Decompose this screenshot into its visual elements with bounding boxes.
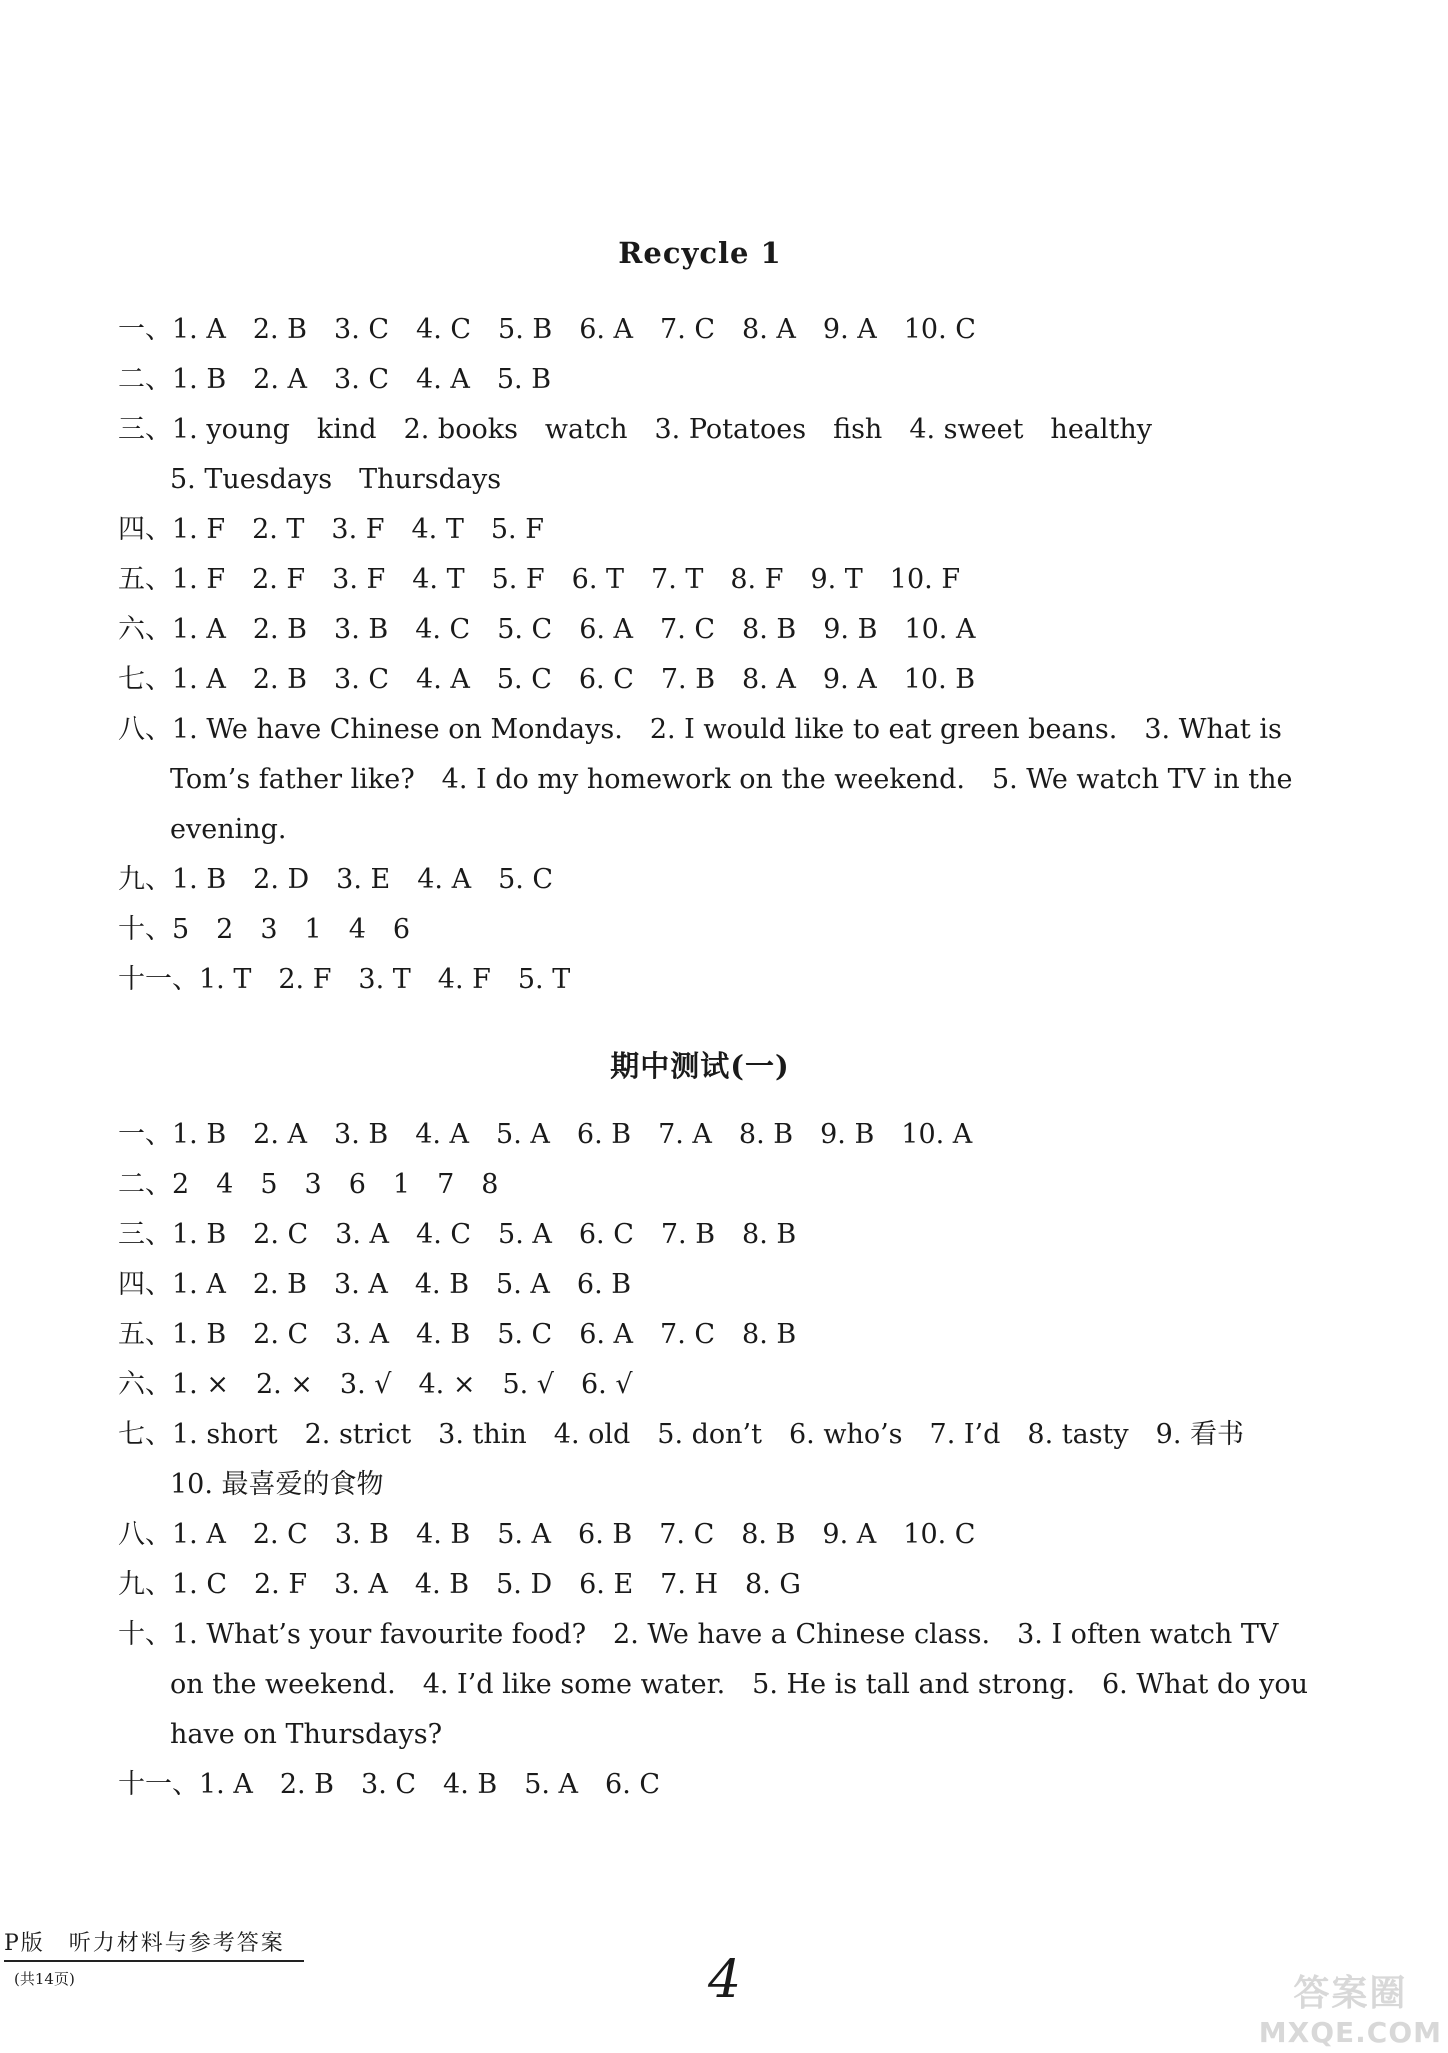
answer-line: 六、1. A 2. B 3. B 4. C 5. C 6. A 7. C 8. B 9. B 10. A xyxy=(118,614,976,645)
section-title-midterm: 期中测试(一) xyxy=(610,1049,790,1083)
answer-line-continued: have on Thursdays? xyxy=(170,1719,443,1750)
answer-line: 十一、1. A 2. B 3. C 4. B 5. A 6. C xyxy=(118,1769,661,1800)
answer-line: 二、2 4 5 3 6 1 7 8 xyxy=(118,1169,499,1200)
answer-line: 十一、1. T 2. F 3. T 4. F 5. T xyxy=(118,964,571,995)
answer-line: 九、1. B 2. D 3. E 4. A 5. C xyxy=(118,864,554,895)
answer-line: 二、1. B 2. A 3. C 4. A 5. B xyxy=(118,364,552,395)
answer-line: 五、1. B 2. C 3. A 4. B 5. C 6. A 7. C 8. B xyxy=(118,1319,797,1350)
footer-total-pages: (共14页) xyxy=(14,1970,75,1988)
watermark-bottom-text: MXQE.COM xyxy=(1258,2016,1442,2049)
answer-line: 七、1. short 2. strict 3. thin 4. old 5. don’t 6. who’s 7. I’d 8. tasty 9. 看书 xyxy=(118,1419,1244,1450)
answer-line: 三、1. B 2. C 3. A 4. C 5. A 6. C 7. B 8. B xyxy=(118,1219,797,1250)
answer-line-continued: 5. Tuesdays Thursdays xyxy=(170,464,502,495)
page-number: 4 xyxy=(708,1950,742,2010)
answer-line: 一、1. A 2. B 3. C 4. C 5. B 6. A 7. C 8. A 9. A 10. C xyxy=(118,314,976,345)
footer-edition-text: P版 听力材料与参考答案 xyxy=(4,1931,285,1956)
answer-line-continued: evening. xyxy=(170,814,287,845)
answer-line: 五、1. F 2. F 3. F 4. T 5. F 6. T 7. T 8. F 9. T 10. F xyxy=(118,564,961,595)
answer-line: 十、1. What’s your favourite food? 2. We have a Chinese class. 3. I often watch TV xyxy=(118,1619,1279,1650)
footer-rule xyxy=(4,1960,304,1962)
section-title-recycle: Recycle 1 xyxy=(618,236,782,270)
answer-line: 四、1. F 2. T 3. F 4. T 5. F xyxy=(118,514,544,545)
answer-line-continued: 10. 最喜爱的食物 xyxy=(170,1469,384,1500)
answer-line: 十、5 2 3 1 4 6 xyxy=(118,914,411,945)
answer-line: 七、1. A 2. B 3. C 4. A 5. C 6. C 7. B 8. A 9. A 10. B xyxy=(118,664,976,695)
answer-line: 三、1. young kind 2. books watch 3. Potatoes fish 4. sweet healthy xyxy=(118,414,1153,445)
watermark-top-text: 答案圈 xyxy=(1293,1973,1408,2014)
answer-line: 八、1. We have Chinese on Mondays. 2. I would like to eat green beans. 3. What is xyxy=(118,714,1282,745)
answer-line: 六、1. × 2. × 3. √ 4. × 5. √ 6. √ xyxy=(118,1369,633,1400)
answer-line: 一、1. B 2. A 3. B 4. A 5. A 6. B 7. A 8. B 9. B 10. A xyxy=(118,1119,973,1150)
watermark-logo xyxy=(1259,1965,1442,2049)
answer-line: 九、1. C 2. F 3. A 4. B 5. D 6. E 7. H 8. G xyxy=(118,1569,801,1600)
answer-line: 八、1. A 2. C 3. B 4. B 5. A 6. B 7. C 8. B 9. A 10. C xyxy=(118,1519,976,1550)
answer-line-continued: Tom’s father like? 4. I do my homework on the weekend. 5. We watch TV in the xyxy=(170,764,1293,795)
answer-line-continued: on the weekend. 4. I’d like some water. 5. He is tall and strong. 6. What do you xyxy=(170,1669,1309,1700)
answer-line: 四、1. A 2. B 3. A 4. B 5. A 6. B xyxy=(118,1269,632,1300)
